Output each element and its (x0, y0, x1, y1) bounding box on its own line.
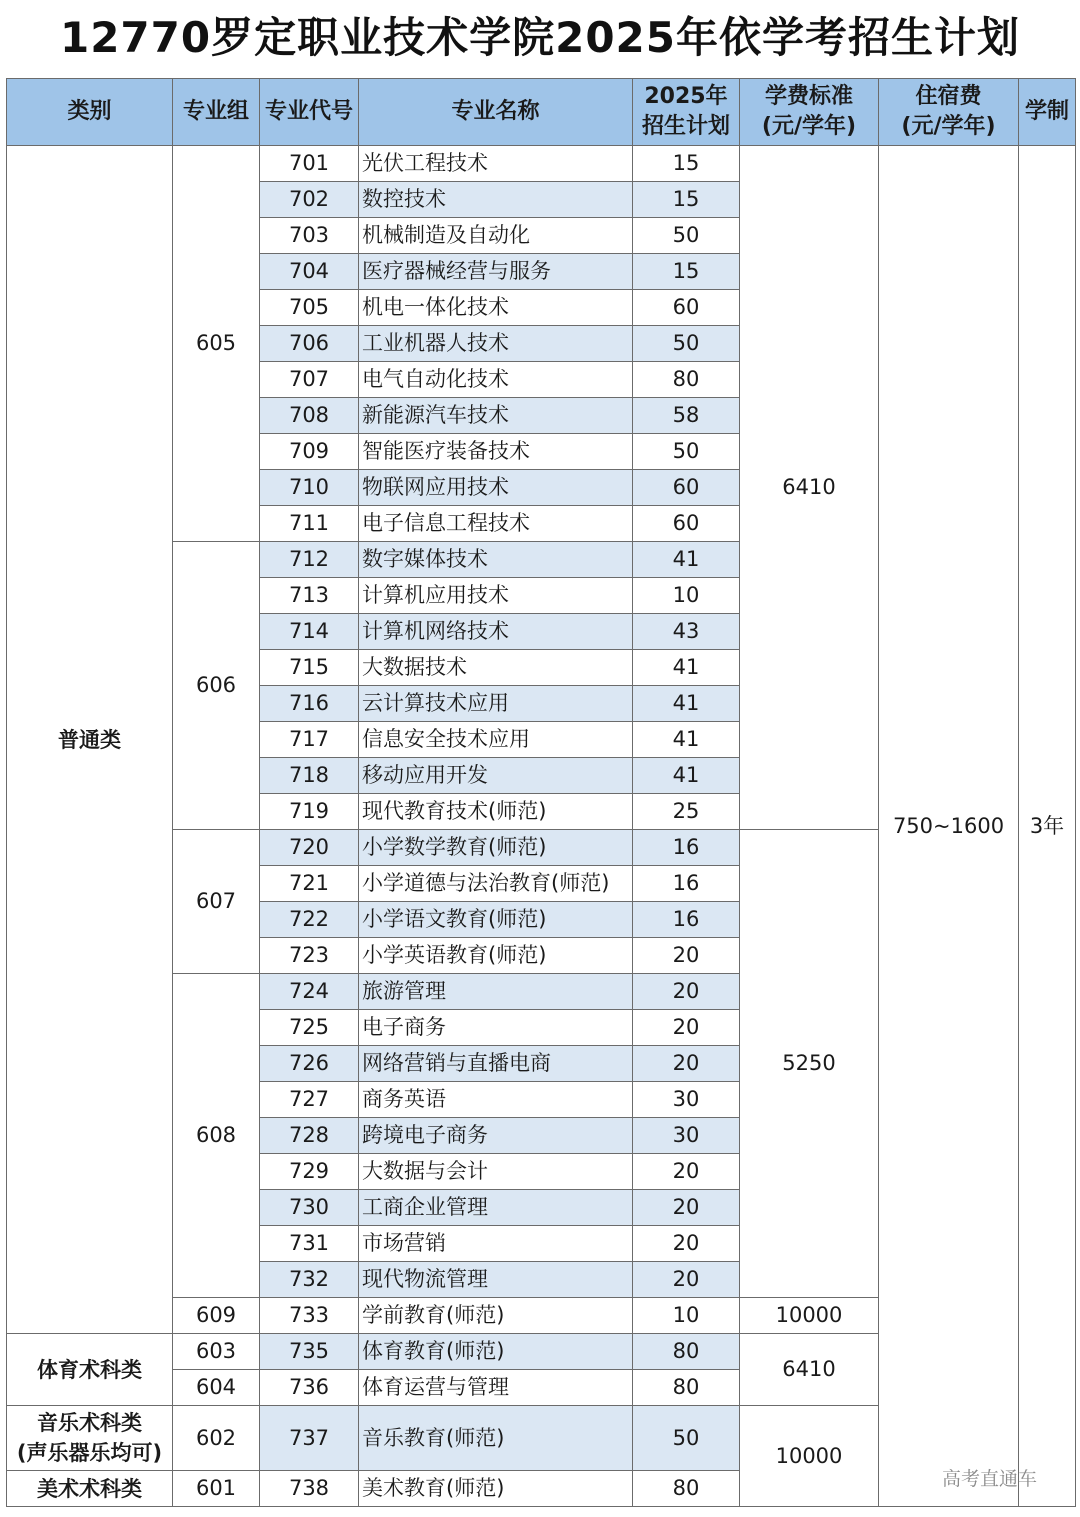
major-code: 717 (260, 722, 359, 758)
major-code: 732 (260, 1262, 359, 1298)
plan-count: 80 (633, 1370, 740, 1406)
plan-count: 41 (633, 650, 740, 686)
plan-count: 20 (633, 1154, 740, 1190)
header-category: 类别 (7, 79, 173, 146)
plan-count: 41 (633, 722, 740, 758)
major-code: 702 (260, 182, 359, 218)
major-name: 小学道德与法治教育(师范) (359, 866, 633, 902)
plan-count: 60 (633, 290, 740, 326)
major-name: 现代物流管理 (359, 1262, 633, 1298)
major-name: 体育教育(师范) (359, 1334, 633, 1370)
major-code: 724 (260, 974, 359, 1010)
major-code: 711 (260, 506, 359, 542)
group-cell: 606 (173, 542, 260, 830)
major-name: 移动应用开发 (359, 758, 633, 794)
major-name: 电气自动化技术 (359, 362, 633, 398)
major-name: 大数据技术 (359, 650, 633, 686)
plan-count: 80 (633, 362, 740, 398)
plan-count: 60 (633, 506, 740, 542)
plan-count: 20 (633, 1226, 740, 1262)
major-name: 小学数学教育(师范) (359, 830, 633, 866)
plan-count: 10 (633, 578, 740, 614)
major-name: 工业机器人技术 (359, 326, 633, 362)
major-code: 727 (260, 1082, 359, 1118)
major-name: 现代教育技术(师范) (359, 794, 633, 830)
major-code: 701 (260, 146, 359, 182)
header-plan (633, 79, 740, 146)
major-code: 737 (260, 1406, 359, 1471)
major-code: 730 (260, 1190, 359, 1226)
category-cell: 美术术科类 (7, 1471, 173, 1507)
plan-count: 80 (633, 1334, 740, 1370)
major-name: 商务英语 (359, 1082, 633, 1118)
group-cell: 604 (173, 1370, 260, 1406)
plan-count: 15 (633, 254, 740, 290)
major-code: 715 (260, 650, 359, 686)
major-name: 云计算技术应用 (359, 686, 633, 722)
group-cell: 602 (173, 1406, 260, 1471)
tuition-cell: 6410 (740, 1334, 879, 1406)
major-code: 705 (260, 290, 359, 326)
major-code: 703 (260, 218, 359, 254)
major-code: 729 (260, 1154, 359, 1190)
major-code: 728 (260, 1118, 359, 1154)
accommodation-cell: 750~1600 (879, 146, 1019, 1507)
major-code: 707 (260, 362, 359, 398)
enrollment-plan-table (6, 78, 1076, 1507)
major-code: 731 (260, 1226, 359, 1262)
major-code: 733 (260, 1298, 359, 1334)
plan-count: 43 (633, 614, 740, 650)
major-name: 工商企业管理 (359, 1190, 633, 1226)
group-cell: 608 (173, 974, 260, 1298)
plan-count: 10 (633, 1298, 740, 1334)
plan-count: 15 (633, 182, 740, 218)
major-code: 708 (260, 398, 359, 434)
major-code: 738 (260, 1471, 359, 1507)
group-cell: 601 (173, 1471, 260, 1507)
plan-count: 20 (633, 1190, 740, 1226)
major-name: 学前教育(师范) (359, 1298, 633, 1334)
plan-count: 41 (633, 686, 740, 722)
major-code: 719 (260, 794, 359, 830)
major-code: 721 (260, 866, 359, 902)
major-name: 数控技术 (359, 182, 633, 218)
tuition-cell: 10000 (740, 1406, 879, 1507)
header-tuition-line2: (元/学年) (761, 114, 857, 139)
major-name: 市场营销 (359, 1226, 633, 1262)
major-name: 机械制造及自动化 (359, 218, 633, 254)
table-row (7, 146, 1076, 182)
major-name: 网络营销与直播电商 (359, 1046, 633, 1082)
major-name: 美术教育(师范) (359, 1471, 633, 1507)
major-name: 小学英语教育(师范) (359, 938, 633, 974)
group-cell: 609 (173, 1298, 260, 1334)
major-name: 智能医疗装备技术 (359, 434, 633, 470)
plan-count: 41 (633, 542, 740, 578)
duration-cell: 3年 (1019, 146, 1076, 1507)
header-accommodation-line2: (元/学年) (901, 114, 996, 139)
plan-count: 50 (633, 1406, 740, 1471)
tuition-cell: 6410 (740, 146, 879, 830)
category-cell: 体育术科类 (7, 1334, 173, 1406)
header-group: 专业组 (173, 79, 260, 146)
plan-count: 15 (633, 146, 740, 182)
watermark: 高考直通车 (942, 1468, 1038, 1490)
major-name: 音乐教育(师范) (359, 1406, 633, 1471)
plan-count: 16 (633, 830, 740, 866)
major-name: 小学语文教育(师范) (359, 902, 633, 938)
major-name: 数字媒体技术 (359, 542, 633, 578)
tuition-cell: 10000 (740, 1298, 879, 1334)
header-code: 专业代号 (260, 79, 359, 146)
major-code: 713 (260, 578, 359, 614)
major-code: 716 (260, 686, 359, 722)
category-cell: 普通类 (7, 146, 173, 1334)
major-code: 712 (260, 542, 359, 578)
major-name: 光伏工程技术 (359, 146, 633, 182)
plan-count: 50 (633, 434, 740, 470)
plan-count: 30 (633, 1118, 740, 1154)
major-code: 704 (260, 254, 359, 290)
tuition-cell: 5250 (740, 830, 879, 1298)
major-name: 计算机网络技术 (359, 614, 633, 650)
major-code: 718 (260, 758, 359, 794)
group-cell: 605 (173, 146, 260, 542)
header-accommodation (879, 79, 1019, 146)
header-plan-line2: 招生计划 (641, 114, 730, 139)
group-cell: 603 (173, 1334, 260, 1370)
major-name: 电子信息工程技术 (359, 506, 633, 542)
major-name: 医疗器械经营与服务 (359, 254, 633, 290)
major-code: 735 (260, 1334, 359, 1370)
major-name: 计算机应用技术 (359, 578, 633, 614)
header-tuition (740, 79, 879, 146)
major-code: 710 (260, 470, 359, 506)
plan-count: 60 (633, 470, 740, 506)
plan-count: 50 (633, 326, 740, 362)
major-name: 体育运营与管理 (359, 1370, 633, 1406)
major-code: 723 (260, 938, 359, 974)
plan-count: 30 (633, 1082, 740, 1118)
header-accommodation-line1: 住宿费 (915, 84, 982, 109)
major-name: 信息安全技术应用 (359, 722, 633, 758)
major-code: 709 (260, 434, 359, 470)
plan-count: 50 (633, 218, 740, 254)
major-code: 736 (260, 1370, 359, 1406)
plan-count: 16 (633, 866, 740, 902)
group-cell: 607 (173, 830, 260, 974)
category-cell: 音乐术科类 (声乐器乐均可) (7, 1406, 173, 1471)
major-name: 旅游管理 (359, 974, 633, 1010)
major-code: 725 (260, 1010, 359, 1046)
plan-count: 80 (633, 1471, 740, 1507)
major-code: 714 (260, 614, 359, 650)
plan-count: 58 (633, 398, 740, 434)
plan-count: 20 (633, 1046, 740, 1082)
major-name: 机电一体化技术 (359, 290, 633, 326)
major-name: 物联网应用技术 (359, 470, 633, 506)
plan-count: 20 (633, 1010, 740, 1046)
major-name: 跨境电子商务 (359, 1118, 633, 1154)
header-duration: 学制 (1019, 79, 1076, 146)
major-name: 电子商务 (359, 1010, 633, 1046)
header-plan-line1: 2025年 (644, 84, 728, 109)
page-title: 12770罗定职业技术学院2025年依学考招生计划 (59, 13, 1020, 62)
plan-count: 20 (633, 974, 740, 1010)
header-tuition-line1: 学费标准 (764, 84, 853, 109)
major-name: 大数据与会计 (359, 1154, 633, 1190)
major-code: 706 (260, 326, 359, 362)
header-name: 专业名称 (359, 79, 633, 146)
major-name: 新能源汽车技术 (359, 398, 633, 434)
plan-count: 20 (633, 1262, 740, 1298)
plan-count: 16 (633, 902, 740, 938)
header-row (7, 79, 1076, 146)
plan-count: 20 (633, 938, 740, 974)
plan-count: 25 (633, 794, 740, 830)
major-code: 720 (260, 830, 359, 866)
major-code: 726 (260, 1046, 359, 1082)
plan-count: 41 (633, 758, 740, 794)
major-code: 722 (260, 902, 359, 938)
